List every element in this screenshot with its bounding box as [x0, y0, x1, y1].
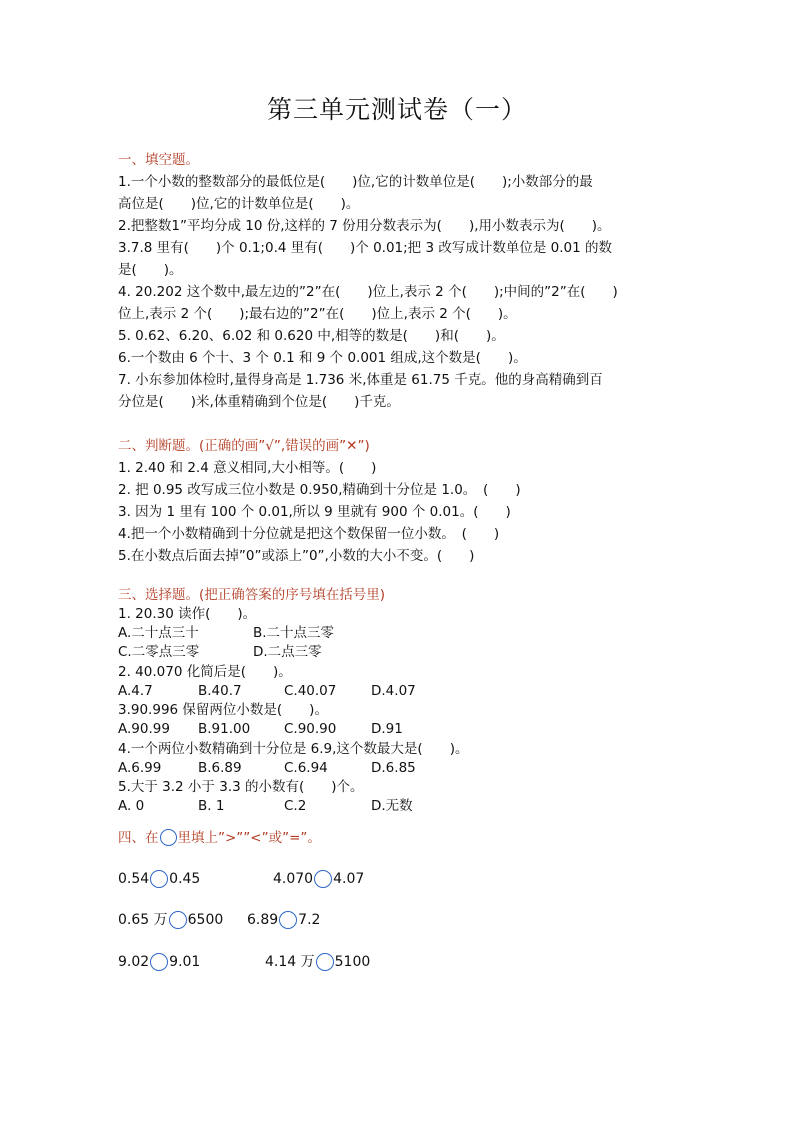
- page-title: 第三单元测试卷（一）: [266, 95, 527, 124]
- compare-right: 9.01: [169, 954, 201, 970]
- fill-line: 2.把整数1”平均分成 10 份,这样的 7 份用分数表示为( ),用小数表示为( )。: [118, 218, 611, 234]
- judge-line: 5.在小数点后面去掉”0”或添上”0”,小数的大小不变。( ): [118, 548, 475, 564]
- answer-circle[interactable]: [314, 870, 332, 888]
- choice-option: B.91.00: [198, 721, 251, 737]
- choice-option: A.90.99: [118, 721, 170, 737]
- choice-option: C.40.07: [284, 683, 337, 699]
- answer-circle[interactable]: [169, 911, 187, 929]
- fill-line: 1.一个小数的整数部分的最低位是( )位,它的计数单位是( );小数部分的最: [118, 174, 593, 190]
- choice-option: D.无数: [371, 798, 413, 814]
- section4-heading: [118, 828, 321, 848]
- compare-right: 0.45: [169, 871, 201, 887]
- compare-right: 6500: [187, 912, 224, 928]
- fill-line: 4. 20.202 这个数中,最左边的”2”在( )位上,表示 2 个( );中间的”2”在( ): [118, 284, 618, 300]
- compare-item: [118, 951, 200, 973]
- choice-option: B. 1: [198, 798, 225, 814]
- choice-question: 2. 40.070 化简后是( )。: [118, 664, 292, 680]
- compare-left: 0.65 万: [118, 912, 168, 928]
- section4-heading-suffix: 里填上”>””<”或”=”。: [177, 830, 321, 846]
- compare-item: [118, 909, 223, 931]
- compare-item: [273, 868, 364, 890]
- judge-line: 2. 把 0.95 改写成三位小数是 0.950,精确到十分位是 1.0。 ( ): [118, 482, 521, 498]
- choice-option: A.4.7: [118, 683, 153, 699]
- compare-right: 5100: [334, 954, 371, 970]
- judge-line: 3. 因为 1 里有 100 个 0.01,所以 9 里就有 900 个 0.01。( ): [118, 504, 511, 520]
- fill-line: 是( )。: [118, 262, 183, 278]
- choice-option: A.6.99: [118, 760, 162, 776]
- section2-heading: 二、判断题。(正确的画”√”,错误的画”✕”): [118, 438, 370, 454]
- section3-heading: 三、选择题。(把正确答案的序号填在括号里): [118, 587, 386, 603]
- compare-left: 6.89: [247, 912, 279, 928]
- choice-option: A.二十点三十: [118, 625, 199, 641]
- compare-right: 4.07: [333, 871, 365, 887]
- choice-option: B.6.89: [198, 760, 242, 776]
- compare-item: [118, 868, 200, 890]
- choice-option: D.二点三零: [253, 644, 322, 660]
- answer-circle[interactable]: [150, 953, 168, 971]
- judge-line: 1. 2.40 和 2.4 意义相同,大小相等。( ): [118, 460, 377, 476]
- choice-question: 5.大于 3.2 小于 3.3 的小数有( )个。: [118, 779, 364, 795]
- choice-option: C.6.94: [284, 760, 328, 776]
- choice-question: 1. 20.30 读作( )。: [118, 606, 257, 622]
- compare-left: 0.54: [118, 871, 150, 887]
- fill-line: 高位是( )位,它的计数单位是( )。: [118, 196, 360, 212]
- choice-question: 4.一个两位小数精确到十分位是 6.9,这个数最大是( )。: [118, 741, 469, 757]
- compare-item: [265, 951, 370, 973]
- choice-option: B.二十点三零: [253, 625, 335, 641]
- choice-option: D.4.07: [371, 683, 416, 699]
- compare-left: 4.070: [273, 871, 314, 887]
- answer-circle[interactable]: [279, 911, 297, 929]
- compare-left: 9.02: [118, 954, 150, 970]
- section1-heading: 一、填空题。: [118, 152, 199, 168]
- answer-circle[interactable]: [150, 870, 168, 888]
- compare-right: 7.2: [298, 912, 321, 928]
- fill-line: 分位是( )米,体重精确到个位是( )千克。: [118, 394, 400, 410]
- choice-question: 3.90.996 保留两位小数是( )。: [118, 702, 328, 718]
- fill-line: 6.一个数由 6 个十、3 个 0.1 和 9 个 0.001 组成,这个数是( )。: [118, 350, 527, 366]
- circle-icon: [160, 829, 177, 846]
- choice-option: C.2: [284, 798, 307, 814]
- choice-option: C.二零点三零: [118, 644, 200, 660]
- choice-option: A. 0: [118, 798, 145, 814]
- section4-heading-prefix: 四、在: [118, 830, 159, 846]
- fill-line: 5. 0.62、6.20、6.02 和 0.620 中,相等的数是( )和( )。: [118, 328, 505, 344]
- answer-circle[interactable]: [316, 953, 334, 971]
- compare-item: [247, 909, 320, 931]
- fill-line: 7. 小东参加体检时,量得身高是 1.736 米,体重是 61.75 千克。他的身高精确到百: [118, 372, 603, 388]
- choice-option: C.90.90: [284, 721, 337, 737]
- compare-left: 4.14 万: [265, 954, 315, 970]
- fill-line: 位上,表示 2 个( );最右边的”2”在( )位上,表示 2 个( )。: [118, 306, 517, 322]
- fill-line: 3.7.8 里有( )个 0.1;0.4 里有( )个 0.01;把 3 改写成计数单位是 0.01 的数: [118, 240, 612, 256]
- choice-option: B.40.7: [198, 683, 242, 699]
- choice-option: D.91: [371, 721, 403, 737]
- choice-option: D.6.85: [371, 760, 416, 776]
- judge-line: 4.把一个小数精确到十分位就是把这个数保留一位小数。 ( ): [118, 526, 500, 542]
